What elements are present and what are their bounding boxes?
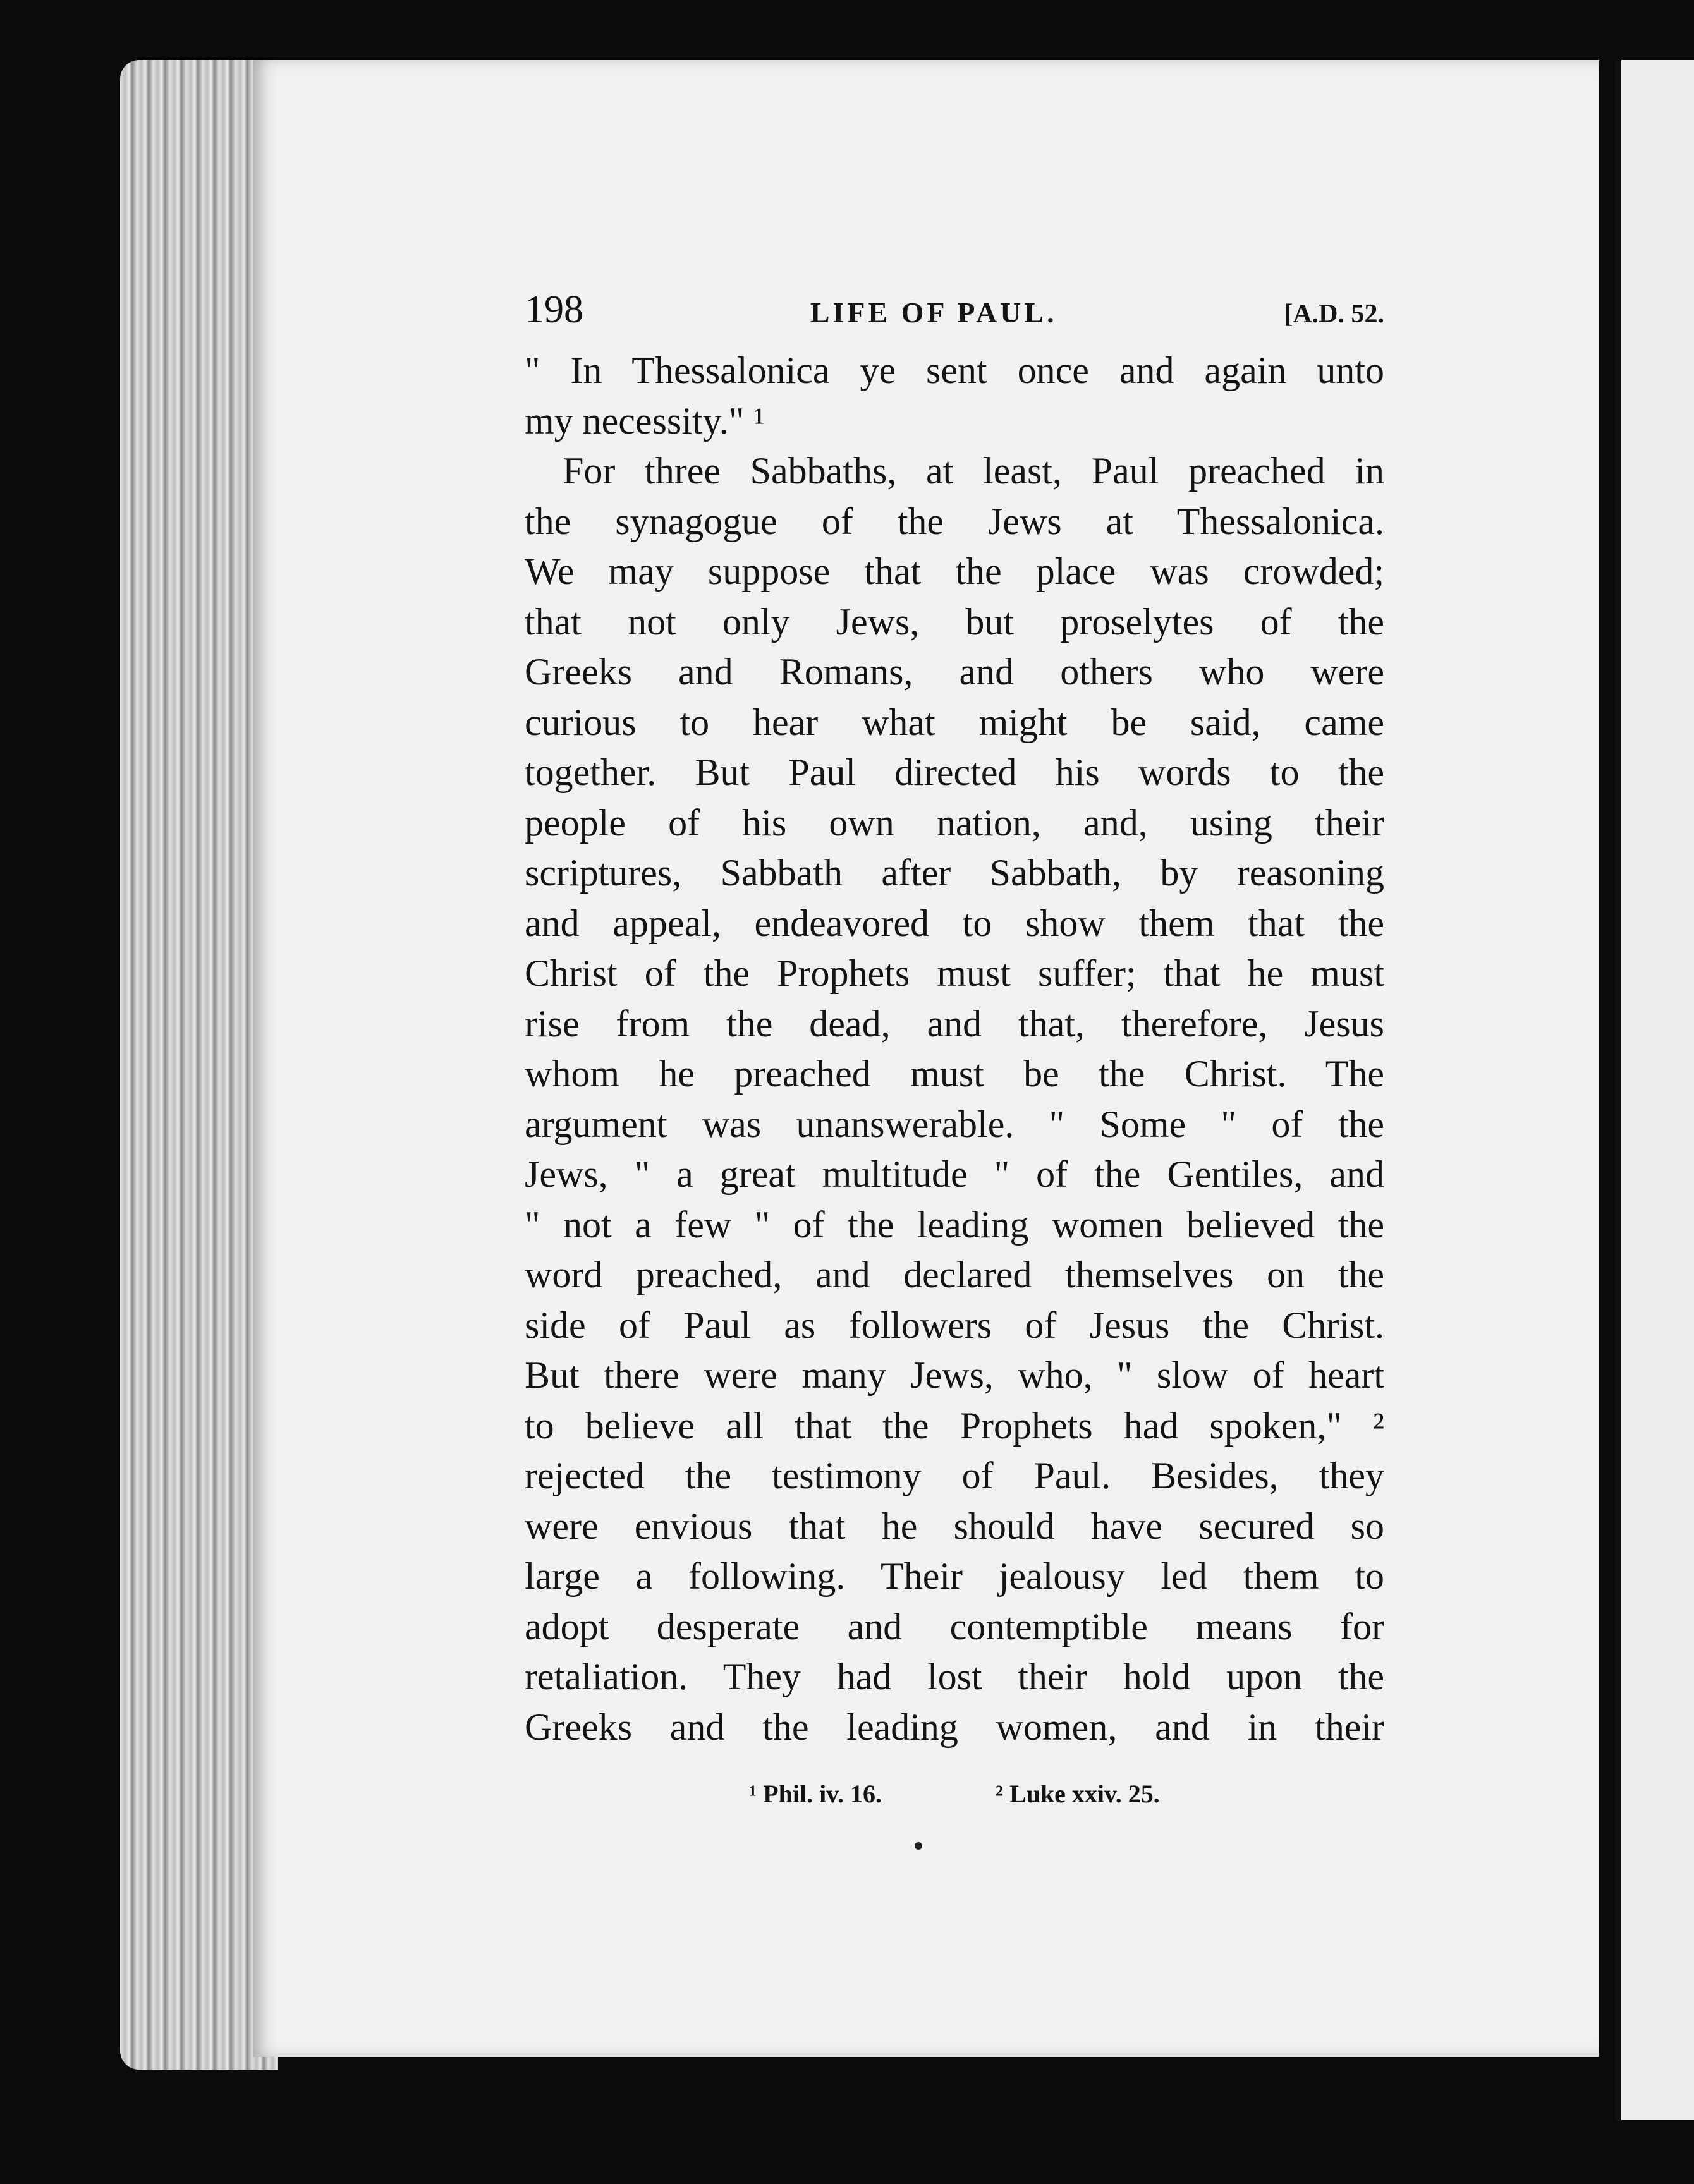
text-line: together. But Paul directed his words to the	[525, 751, 1384, 793]
text-line: Jews, " a great multitude " of the Gentiles, and	[525, 1153, 1384, 1195]
text-line: adopt desperate and contemptible means for	[525, 1605, 1384, 1647]
text-line: retaliation. They had lost their hold upon the	[525, 1656, 1384, 1697]
text-line: For three Sabbaths, at least, Paul preached in	[563, 450, 1384, 492]
text-line: scriptures, Sabbath after Sabbath, by reasoning	[525, 852, 1384, 894]
text-line: curious to hear what might be said, came	[525, 701, 1384, 743]
text-line: word preached, and declared themselves on the	[525, 1254, 1384, 1295]
running-date: [A.D. 52.	[1284, 300, 1384, 329]
text-line: whom he preached must be the Christ. The	[525, 1053, 1384, 1095]
text-line: the synagogue of the Jews at Thessalonica.	[525, 500, 1384, 542]
text-line: were envious that he should have secured so	[525, 1505, 1384, 1547]
text-line: that not only Jews, but proselytes of the	[525, 600, 1384, 643]
text-line: people of his own nation, and, using their	[525, 801, 1384, 844]
text-line: rise from the dead, and that, therefore, Jesus	[525, 1002, 1384, 1045]
text-line: But there were many Jews, who, " slow of heart	[525, 1354, 1384, 1396]
running-title: LIFE OF PAUL.	[810, 296, 1057, 329]
adjacent-page	[1615, 60, 1694, 2120]
footnote: ¹ Phil. iv. 16.	[749, 1780, 882, 1808]
text-line: Christ of the Prophets must suffer; that he must	[525, 952, 1384, 994]
text-line: Greeks and Romans, and others who were	[525, 651, 1384, 693]
text-line: rejected the testimony of Paul. Besides, they	[525, 1455, 1384, 1496]
footnote: ² Luke xxiv. 25.	[995, 1780, 1160, 1808]
print-mark	[915, 1842, 922, 1850]
text-line: side of Paul as followers of Jesus the Christ.	[525, 1304, 1384, 1346]
text-line: Greeks and the leading women, and in their	[525, 1706, 1384, 1748]
text-line: and appeal, endeavored to show them that the	[525, 902, 1384, 944]
page-number: 198	[525, 288, 583, 331]
text-line: argument was unanswerable. " Some " of the	[525, 1103, 1384, 1145]
text-column	[525, 288, 1384, 1809]
text-line: " In Thessalonica ye sent once and again unto	[525, 349, 1384, 391]
body-text	[525, 346, 1384, 1752]
text-line: large a following. Their jealousy led them to	[525, 1555, 1384, 1597]
text-line: my necessity." ¹	[525, 399, 765, 442]
footnotes	[525, 1779, 1384, 1809]
running-head	[525, 288, 1384, 338]
text-line: We may suppose that the place was crowded;	[525, 550, 1384, 592]
text-line: to believe all that the Prophets had spoken," ²	[525, 1404, 1384, 1447]
text-line: " not a few " of the leading women believed the	[525, 1203, 1384, 1246]
